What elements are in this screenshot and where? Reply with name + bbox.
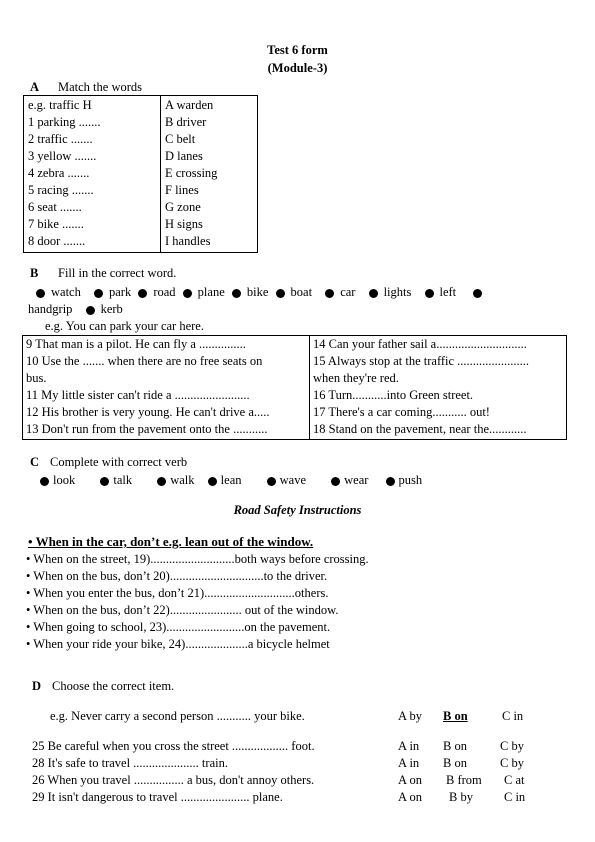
word-bank-item: bike [246, 285, 269, 299]
word-bank-item: look [53, 473, 76, 487]
fill-right-column [310, 336, 567, 440]
match-right-item: E crossing [165, 166, 218, 180]
match-right-item: D lanes [165, 149, 203, 163]
instruction-line: • When on the bus, don’t 20)..............................to the driver. [26, 569, 328, 583]
word-bank-item: lights [383, 285, 412, 299]
instruction-line: • When on the bus, don’t 22)....................... out of the window. [26, 603, 339, 617]
word-bank-item: wear [344, 473, 369, 487]
word-bank-item: boat [290, 285, 313, 299]
option-a: A in [398, 756, 420, 770]
section-d-instruction: Choose the correct item. [52, 679, 175, 693]
word-bank-item: walk [170, 473, 195, 487]
option-c: C in [504, 790, 526, 804]
word-bank-item: lean [220, 473, 242, 487]
bullet-icon [331, 477, 340, 486]
fill-right-item: 18 Stand on the pavement, near the............ [313, 422, 527, 436]
word-bank-item: road [153, 285, 176, 299]
option-c: C by [500, 739, 524, 753]
match-right-item: C belt [165, 132, 196, 146]
fill-right-item: 14 Can your father sail a............................. [313, 337, 527, 351]
section-c-lines [26, 551, 369, 653]
match-left-item: 7 bike ....... [28, 217, 84, 231]
bullet-icon [208, 477, 217, 486]
bullet-icon [386, 477, 395, 486]
fill-right-item: when they're red. [313, 371, 399, 385]
bullet-icon [86, 306, 95, 315]
option-c: C at [504, 773, 525, 787]
fill-left-item: 10 Use the ....... when there are no free seats on [26, 354, 263, 368]
bullet-icon [325, 289, 334, 298]
match-left-item: 4 zebra ....... [28, 166, 90, 180]
section-c-instruction: Complete with correct verb [50, 455, 188, 469]
question-row: 25 Be careful when you cross the street .................. foot. [32, 739, 315, 753]
option-b: B on [443, 756, 467, 770]
instruction-line: • When you enter the bus, don’t 21).............................others. [26, 586, 329, 600]
match-right-item: I handles [165, 234, 211, 248]
option-a: A by [398, 709, 422, 723]
bullet-icon [276, 289, 285, 298]
match-table [23, 95, 258, 253]
bullet-icon [267, 477, 276, 486]
question-row: 28 It's safe to travel ..................... train. [32, 756, 228, 770]
instruction-line: • When on the street, 19)...........................both ways before crossing. [26, 552, 369, 566]
word-bank-item: car [340, 285, 356, 299]
word-bank-item: wave [279, 473, 306, 487]
section-d-example-text: e.g. Never carry a second person ........... your bike. [50, 709, 305, 723]
word-bank-item: watch [51, 285, 81, 299]
bullet-icon [425, 289, 434, 298]
bullet-icon [138, 289, 147, 298]
instruction-line: • When going to school, 23).........................on the pavement. [26, 620, 331, 634]
match-left-item: e.g. traffic H [28, 98, 92, 112]
match-right-column [161, 96, 258, 253]
fill-left-column [23, 336, 310, 440]
bullet-icon [40, 477, 49, 486]
option-c: C in [502, 709, 524, 723]
fill-right-item: 17 There's a car coming........... out! [313, 405, 490, 419]
fill-left-item: 11 My little sister can't ride a ........................ [26, 388, 250, 402]
bullet-icon [369, 289, 378, 298]
word-bank-b-line2 [28, 302, 123, 317]
section-c-letter: C [30, 455, 40, 469]
section-c-heading [30, 455, 187, 470]
fill-left-item: 12 His brother is very young. He can't drive a..... [26, 405, 270, 419]
option-a: A in [398, 739, 420, 753]
fill-right-item: 15 Always stop at the traffic ....................... [313, 354, 530, 368]
match-left-item: 2 traffic ....... [28, 132, 93, 146]
word-bank-item: kerb [100, 302, 123, 316]
option-c: C by [500, 756, 524, 770]
word-bank-item: plane [197, 285, 225, 299]
fill-left-item: 9 That man is a pilot. He can fly a ............... [26, 337, 246, 351]
word-bank-c [28, 473, 422, 488]
option-a: A on [398, 773, 422, 787]
match-right-item: B driver [165, 115, 207, 129]
section-d-heading [32, 679, 174, 694]
fill-table [22, 335, 567, 440]
section-b-example: e.g. You can park your car here. [45, 319, 204, 333]
match-right-item: G zone [165, 200, 201, 214]
option-b: B from [446, 773, 482, 787]
bullet-icon [36, 289, 45, 298]
bullet-icon [232, 289, 241, 298]
section-b-letter: B [30, 266, 39, 280]
section-c-example: • When in the car, don’t e.g. lean out of the window. [28, 534, 314, 549]
match-left-item: 8 door ....... [28, 234, 86, 248]
match-left-column [24, 96, 161, 253]
fill-right-item: 16 Turn...........into Green street. [313, 388, 474, 402]
word-bank-item: handgrip [28, 302, 73, 316]
option-b: B on [443, 739, 467, 753]
bullet-icon [473, 289, 482, 298]
road-safety-heading: Road Safety Instructions [233, 503, 362, 517]
bullet-icon [157, 477, 166, 486]
match-left-item: 3 yellow ....... [28, 149, 97, 163]
question-row: 26 When you travel ................ a bus, don't annoy others. [32, 773, 315, 787]
word-bank-b-line1 [24, 285, 488, 300]
match-left-item: 6 seat ....... [28, 200, 82, 214]
section-b-heading [30, 266, 176, 281]
match-right-item: F lines [165, 183, 199, 197]
match-right-item: H signs [165, 217, 203, 231]
match-left-item: 1 parking ....... [28, 115, 101, 129]
option-b-answer: B on [443, 709, 468, 723]
bullet-icon [100, 477, 109, 486]
question-row: 29 It isn't dangerous to travel ...................... plane. [32, 790, 283, 804]
match-left-item: 5 racing ....... [28, 183, 94, 197]
fill-left-item: 13 Don't run from the pavement onto the ........... [26, 422, 268, 436]
match-right-item: A warden [165, 98, 214, 112]
section-a-heading [30, 80, 142, 95]
section-b-instruction: Fill in the correct word. [58, 266, 177, 280]
option-a: A on [398, 790, 422, 804]
word-bank-item: talk [113, 473, 133, 487]
page-subtitle: (Module-3) [267, 61, 328, 75]
word-bank-item: left [439, 285, 457, 299]
word-bank-item: park [108, 285, 132, 299]
section-d-letter: D [32, 679, 42, 693]
word-bank-item: push [398, 473, 423, 487]
instruction-line: • When your ride your bike, 24)....................a bicycle helmet [26, 637, 330, 651]
bullet-icon [183, 289, 192, 298]
section-a-letter: A [30, 80, 40, 94]
fill-left-item: bus. [26, 371, 47, 385]
option-b: B by [449, 790, 473, 804]
bullet-icon [94, 289, 103, 298]
page-title: Test 6 form [267, 43, 328, 57]
section-a-instruction: Match the words [58, 80, 143, 94]
